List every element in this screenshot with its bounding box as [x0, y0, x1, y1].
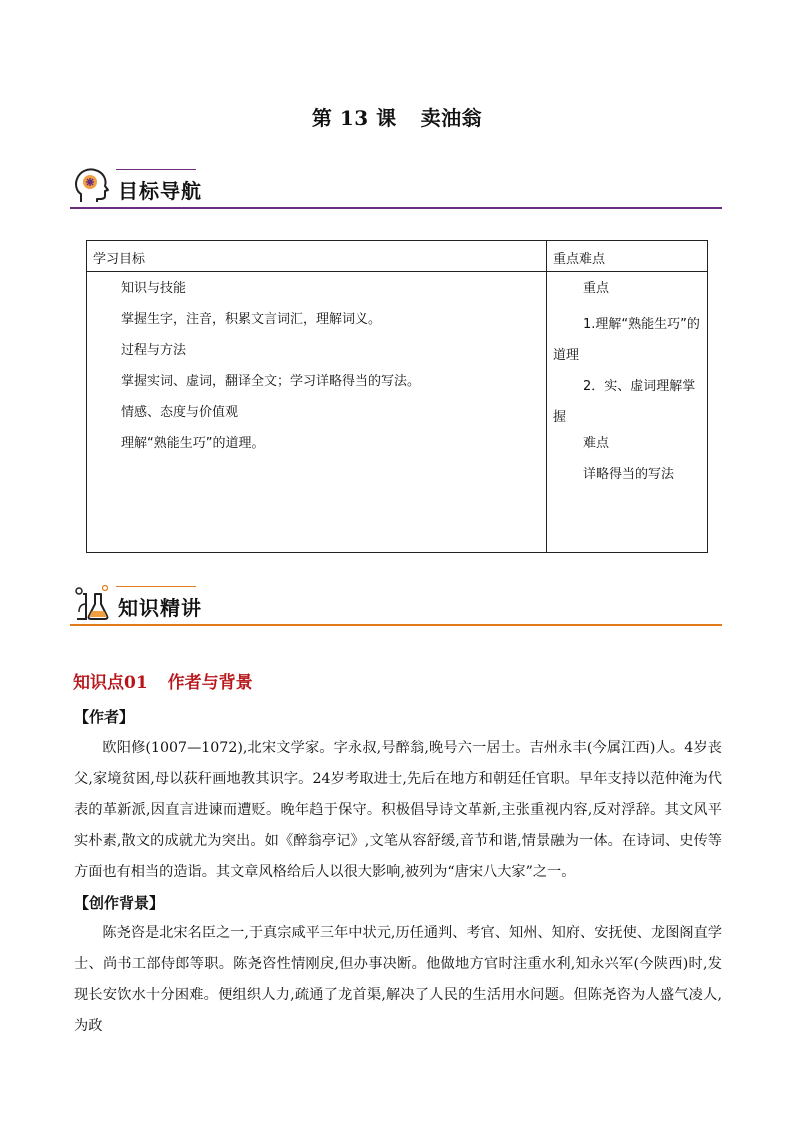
section-divider — [70, 624, 722, 626]
goals-list — [121, 278, 420, 464]
goal-line: 掌握生字，注音，积累文言词汇，理解词义。 — [121, 312, 382, 327]
background-paragraph: 陈尧咨是北宋名臣之一,于真宗咸平三年中状元,历任通判、考官、知州、知府、安抚使、龙图阁直学士、尚书工部侍郎等职。陈尧咨性情刚戾,但办事决断。他做地方官时注重水利,知永兴军(今陕西)时,发现长安饮水十分困难。便组织人力,疏通了龙首渠,解决了人民的生活用水问题。但陈尧咨为人盛气凌人,为政 — [74, 925, 722, 1034]
lesson-name: 卖油翁 — [420, 106, 483, 130]
knowledge-point-title — [73, 668, 253, 693]
key-point: 1.理解“熟能生巧”的道理 — [553, 317, 700, 363]
difficult-label: 难点 — [583, 436, 610, 451]
goal-line: 情感、态度与价值观 — [121, 405, 239, 420]
background-label: 【创作背景】 — [74, 894, 165, 912]
table-column-divider — [546, 241, 547, 552]
header-decoration-line — [116, 169, 196, 170]
section-title: 目标导航 — [118, 179, 202, 203]
section-header-nav — [70, 165, 722, 209]
header-decoration-line — [116, 586, 196, 587]
table-header-goals: 学习目标 — [93, 252, 146, 267]
table-header-key-points: 重点难点 — [553, 252, 606, 267]
table-header-divider — [87, 271, 707, 272]
page-title — [0, 102, 794, 131]
section-header-knowledge — [70, 582, 722, 626]
key-label: 重点 — [583, 281, 610, 296]
section-title: 知识精讲 — [118, 596, 202, 620]
knowledge-point-name: 作者与背景 — [167, 673, 253, 693]
author-paragraph: 欧阳修(1007—1072),北宋文学家。字永叔,号醉翁,晚号六一居士。吉州永丰(今属江西)人。4岁丧父,家境贫困,母以荻秆画地教其识字。24岁考取进士,先后在地方和朝廷任官职。早年支持以范仲淹为代表的革新派,因直言进谏而遭贬。晚年趋于保守。积极倡导诗文革新,主张重视内容,反对浮辞。其文风平实朴素,散文的成就尤为突出。如《醉翁亭记》,文笔从容舒缓,音节和谐,情景融为一体。在诗词、史传等方面也有相当的造诣。其文章风格给后人以很大影响,被列为“唐宋八大家”之一。 — [74, 740, 722, 880]
lesson-number: 第 13 课 — [311, 106, 397, 130]
knowledge-point-number: 知识点01 — [73, 673, 148, 693]
goal-line: 过程与方法 — [121, 343, 187, 358]
key-points-list — [553, 278, 703, 495]
section-divider — [70, 207, 722, 209]
difficult-point: 详略得当的写法 — [583, 467, 675, 482]
key-point: 2．实、虚词理解掌握 — [553, 379, 696, 425]
goal-line: 掌握实词、虚词，翻译全文；学习详略得当的写法。 — [121, 374, 421, 389]
goal-line: 知识与技能 — [121, 281, 187, 296]
goals-table — [86, 240, 708, 553]
goal-line: 理解“熟能生巧”的道理。 — [121, 436, 265, 451]
author-label: 【作者】 — [74, 708, 135, 726]
lightbulb-head-icon — [72, 165, 112, 205]
lab-flask-icon — [72, 582, 112, 622]
